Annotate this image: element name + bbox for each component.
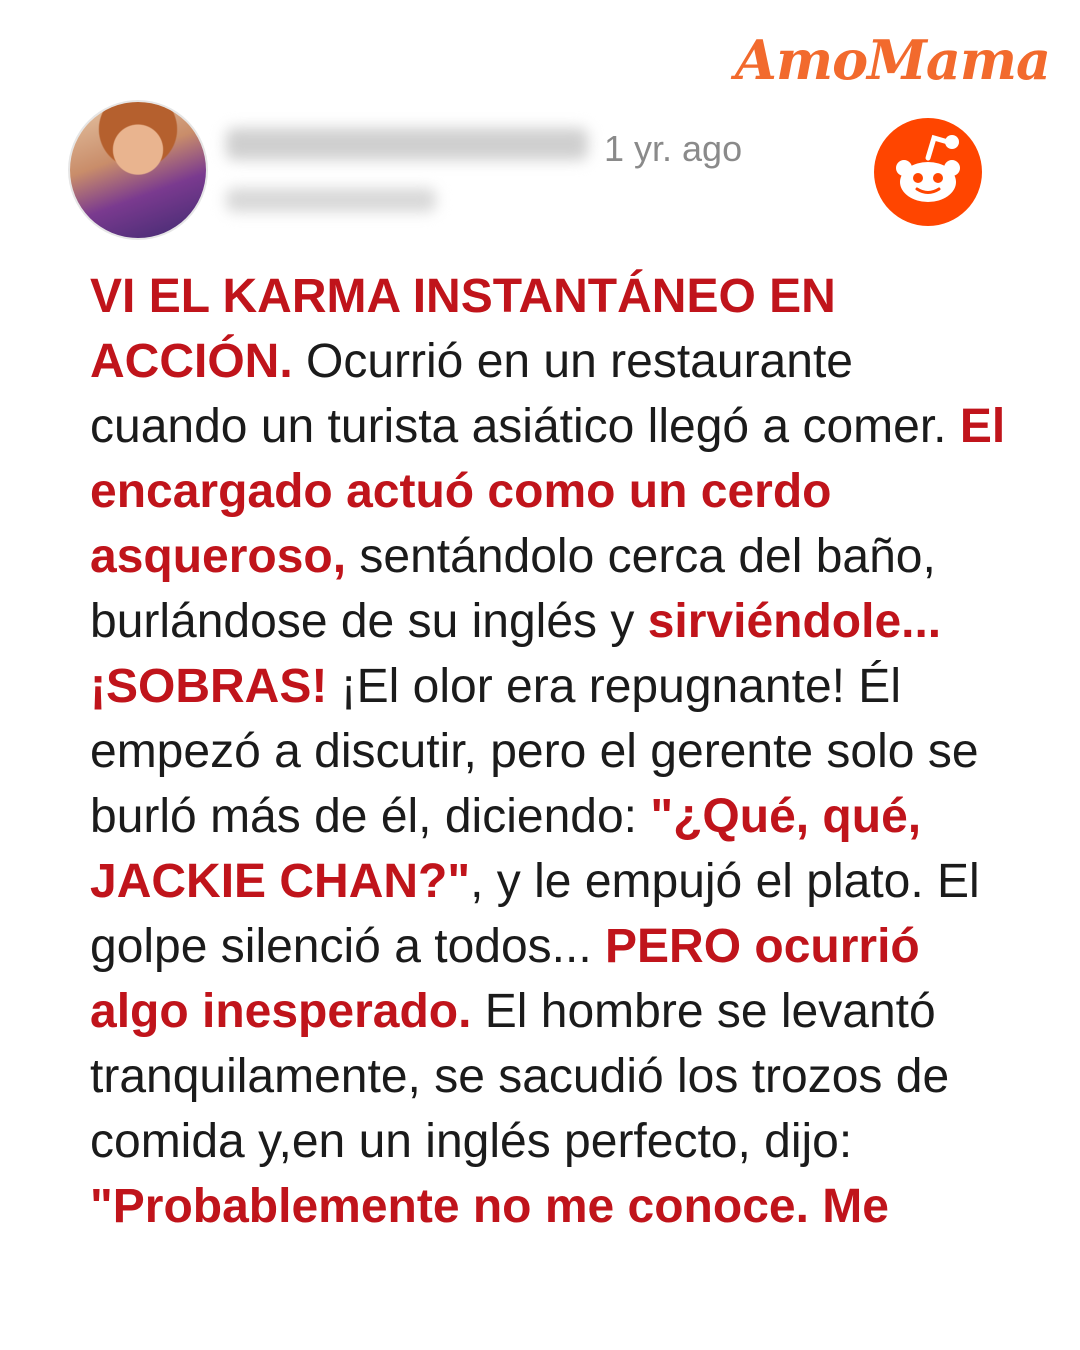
- user-avatar[interactable]: [70, 102, 206, 238]
- highlighted-text: VI EL KARMA INSTANTÁNEO EN ACCIÓN.: [90, 270, 836, 388]
- post-body: [90, 264, 1020, 1239]
- body-text: , y le empujó el plato. El golpe silenció a todos...: [90, 855, 980, 973]
- post-timestamp: 1 yr. ago: [604, 128, 743, 169]
- highlighted-text: "¿Qué, qué, JACKIE CHAN?": [90, 790, 922, 908]
- reddit-alien-icon: [874, 118, 982, 226]
- body-text: ¡El olor era repugnante! Él empezó a discutir, pero el gerente solo se burló más de él, diciendo:: [90, 660, 979, 843]
- author-line-redacted: [226, 188, 436, 212]
- username-redacted: [226, 128, 588, 160]
- body-text: El hombre se levantó tranquilamente, se sacudió los trozos de comida y,en un inglés perfecto, dijo:: [90, 985, 950, 1168]
- highlighted-text: PERO ocurrió algo inesperado.: [90, 920, 920, 1038]
- amomama-logo: AmoMama: [735, 28, 1050, 92]
- highlighted-text: "Probablemente no me conoce. Me: [90, 1180, 889, 1233]
- reddit-icon: [874, 118, 982, 226]
- body-text: Ocurrió en un restaurante cuando un turista asiático llegó a comer.: [90, 335, 960, 453]
- highlighted-text: sirviéndole... ¡SOBRAS!: [90, 595, 942, 713]
- highlighted-text: El encargado actuó como un cerdo asqueroso,: [90, 400, 1006, 583]
- body-text: sentándolo cerca del baño, burlándose de su inglés y: [90, 530, 936, 648]
